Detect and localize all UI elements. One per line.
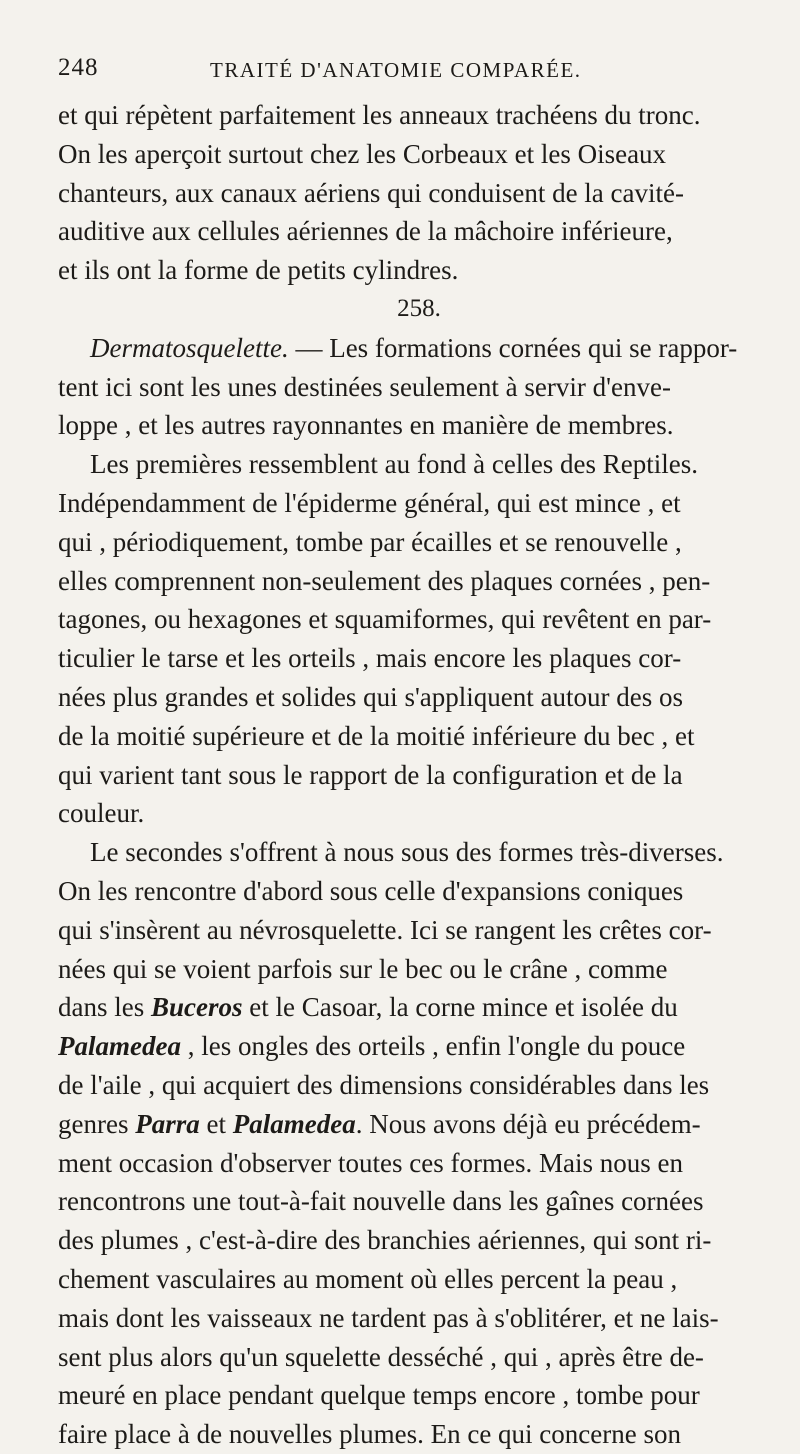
text-line: nées qui se voient parfois sur le bec ou le crâne , comme: [58, 953, 668, 984]
text-line: et qui répètent parfaitement les anneaux trachéens du tronc.: [58, 100, 701, 130]
genus-name: Palamedea: [232, 1108, 356, 1139]
text-line: loppe , et les autres rayonnantes en manière de membres.: [58, 410, 674, 441]
text-run: et: [199, 1108, 233, 1139]
text-run: , les ongles des orteils , enfin l'ongle du pouce: [180, 1031, 686, 1062]
text-line: ment occasion d'observer toutes ces formes. Mais nous en: [58, 1147, 683, 1178]
text-line: meuré en place pendant quelque temps encore , tombe pour: [58, 1380, 700, 1411]
paragraph-3: [58, 445, 770, 833]
text-line: rencontrons une tout-à-fait nouvelle dans les gaînes cornées: [58, 1186, 704, 1217]
running-head: [58, 50, 770, 84]
text-run: — Les formations cornées qui se rappor-: [288, 332, 738, 363]
text-line: nées plus grandes et solides qui s'appliquent autour des os: [58, 681, 684, 712]
text-run: . Nous avons déjà eu précédem-: [355, 1108, 701, 1139]
genus-name: Buceros: [150, 992, 243, 1023]
text-line: [58, 329, 770, 368]
text-line: Les premières ressemblent au fond à celles des Reptiles.: [90, 449, 699, 480]
text-run: et le Casoar, la corne mince et isolée du: [242, 992, 678, 1023]
text-line: On les rencontre d'abord sous celle d'expansions coniques: [58, 875, 684, 906]
text-line: de l'aile , qui acquiert des dimensions considérables dans les: [58, 1069, 710, 1100]
text-line: Le secondes s'offrent à nous sous des formes très-diverses.: [90, 837, 724, 868]
text-run: dans les: [58, 992, 151, 1023]
paragraph-2: [58, 329, 770, 445]
text-line: qui s'insèrent au névrosquelette. Ici se rangent les crêtes cor-: [58, 914, 712, 945]
text-line: de la moitié supérieure et de la moitié inférieure du bec , et: [58, 720, 695, 751]
text-line: [58, 1105, 770, 1144]
text-run: genres: [58, 1108, 136, 1139]
paragraph-1: [58, 96, 770, 290]
book-page: [58, 50, 770, 1454]
text-line: auditive aux cellules aériennes de la mâchoire inférieure,: [58, 216, 673, 247]
genus-name: Parra: [135, 1108, 200, 1139]
text-line: chanteurs, aux canaux aériens qui conduisent de la cavité-: [58, 177, 684, 208]
text-line: sent plus alors qu'un squelette desséché , qui , après être de-: [58, 1341, 704, 1372]
text-line: chement vasculaires au moment où elles percent la peau ,: [58, 1263, 678, 1294]
page-number: 248: [58, 54, 99, 81]
section-number: 258.: [397, 294, 441, 322]
genus-name: Palamedea: [58, 1031, 181, 1062]
text-line: elles comprennent non-seulement des plaques cornées , pen-: [58, 565, 711, 596]
running-title: TRAITÉ D'ANATOMIE COMPARÉE.: [210, 58, 582, 82]
text-line: des plumes , c'est-à-dire des branchies aériennes, qui sont ri-: [58, 1225, 712, 1256]
body-text: [58, 96, 770, 1454]
text-line: mais dont les vaisseaux ne tardent pas à s'oblitérer, et ne lais-: [58, 1302, 719, 1333]
text-line: qui varient tant sous le rapport de la configuration et de la: [58, 759, 683, 790]
text-line: faire place à de nouvelles plumes. En ce qui concerne son: [58, 1419, 681, 1450]
text-line: On les aperçoit surtout chez les Corbeaux et les Oiseaux: [58, 138, 667, 169]
text-line: tagones, ou hexagones et squamiformes, qui revêtent en par-: [58, 604, 712, 635]
text-line: couleur.: [58, 798, 145, 829]
section-term: Dermatosquelette.: [90, 332, 289, 363]
text-line: Indépendamment de l'épiderme général, qui est mince , et: [58, 487, 681, 518]
text-line: [58, 1027, 770, 1066]
text-line: [58, 988, 770, 1027]
text-line: qui , périodiquement, tombe par écailles et se renouvelle ,: [58, 526, 682, 557]
text-line: ticulier le tarse et les orteils , mais encore les plaques cor-: [58, 643, 682, 674]
text-line: et ils ont la forme de petits cylindres.: [58, 255, 459, 286]
paragraph-4: [58, 833, 770, 1454]
text-line: tent ici sont les unes destinées seulement à servir d'enve-: [58, 371, 671, 402]
